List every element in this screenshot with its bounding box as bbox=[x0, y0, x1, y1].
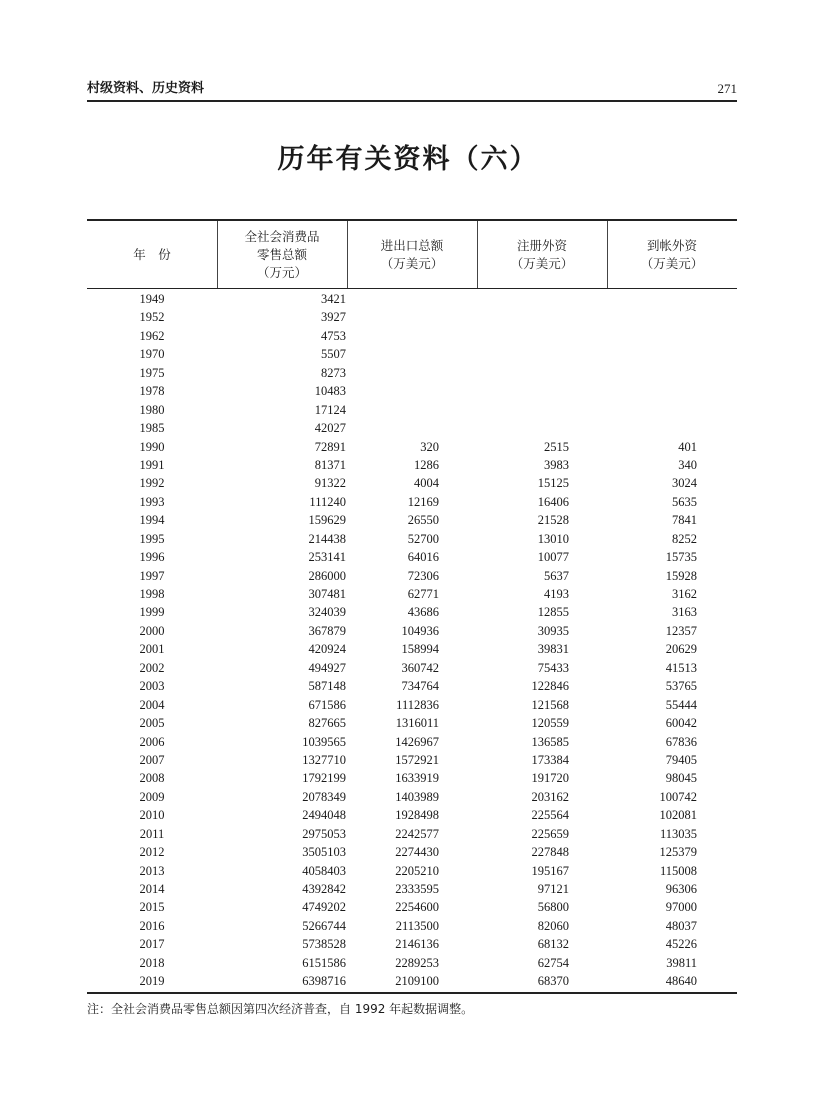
year-cell: 2009 bbox=[139, 789, 165, 804]
retail-sales-cell: 10483 bbox=[314, 384, 346, 399]
actual-fdi-cell: 15735 bbox=[665, 550, 697, 565]
trade-total-cell: 2205210 bbox=[395, 863, 439, 878]
actual-fdi-cell: 15928 bbox=[665, 568, 697, 583]
year-cell: 2001 bbox=[139, 642, 165, 657]
table-row bbox=[87, 733, 737, 751]
trade-total-cell: 2333595 bbox=[395, 882, 439, 896]
year-cell: 2014 bbox=[139, 882, 165, 896]
header-rule bbox=[87, 100, 737, 102]
registered-fdi-cell: 75433 bbox=[537, 660, 569, 675]
table-row bbox=[87, 419, 737, 437]
retail-sales-cell: 3505103 bbox=[302, 845, 346, 860]
year-cell: 1998 bbox=[139, 587, 165, 601]
trade-total-cell: 320 bbox=[420, 439, 439, 454]
table-row bbox=[87, 548, 737, 566]
trade-total-cell: 2109100 bbox=[395, 974, 439, 989]
table-row bbox=[87, 603, 737, 621]
retail-sales-cell: 111240 bbox=[309, 494, 346, 509]
table-row bbox=[87, 622, 737, 640]
year-cell: 2002 bbox=[139, 660, 165, 675]
actual-fdi-cell: 48640 bbox=[665, 974, 697, 989]
retail-sales-cell: 5738528 bbox=[302, 937, 346, 952]
actual-fdi-cell: 7841 bbox=[672, 513, 697, 528]
actual-fdi-cell: 125379 bbox=[659, 845, 697, 860]
table-row bbox=[87, 438, 737, 456]
retail-sales-cell: 4058403 bbox=[302, 863, 346, 878]
table-row bbox=[87, 972, 737, 990]
table-row bbox=[87, 474, 737, 492]
table-row bbox=[87, 290, 737, 308]
table-row bbox=[87, 714, 737, 732]
actual-fdi-cell: 401 bbox=[678, 439, 697, 454]
table-row bbox=[87, 825, 737, 843]
registered-fdi-cell: 195167 bbox=[531, 863, 569, 878]
trade-total-cell: 1633919 bbox=[395, 771, 439, 786]
trade-total-cell: 2242577 bbox=[395, 826, 439, 841]
year-cell: 1990 bbox=[139, 439, 165, 454]
table-row bbox=[87, 493, 737, 511]
retail-sales-cell: 4392842 bbox=[302, 882, 346, 896]
actual-fdi-cell: 20629 bbox=[665, 642, 697, 657]
actual-fdi-cell: 3024 bbox=[672, 476, 697, 491]
running-head bbox=[87, 80, 737, 100]
registered-fdi-cell: 120559 bbox=[531, 716, 569, 731]
actual-fdi-cell: 98045 bbox=[665, 771, 697, 786]
trade-total-cell: 43686 bbox=[407, 605, 439, 620]
registered-fdi-cell: 122846 bbox=[531, 679, 569, 694]
table-row bbox=[87, 364, 737, 382]
table-row bbox=[87, 898, 737, 916]
registered-fdi-cell: 5637 bbox=[544, 568, 569, 583]
trade-total-cell: 2113500 bbox=[395, 918, 439, 933]
registered-fdi-cell: 16406 bbox=[537, 494, 569, 509]
table-row bbox=[87, 345, 737, 363]
year-cell: 1991 bbox=[139, 457, 165, 472]
table-row bbox=[87, 456, 737, 474]
registered-fdi-cell: 173384 bbox=[531, 752, 569, 767]
table-row bbox=[87, 585, 737, 603]
trade-total-cell: 2274430 bbox=[395, 845, 439, 860]
header-registered-fdi-label: 注册外资 （万美元） bbox=[510, 237, 574, 271]
registered-fdi-cell: 225659 bbox=[531, 826, 569, 841]
retail-sales-cell: 286000 bbox=[308, 568, 346, 583]
actual-fdi-cell: 79405 bbox=[665, 752, 697, 767]
retail-sales-cell: 8273 bbox=[321, 365, 346, 380]
retail-sales-cell: 4749202 bbox=[302, 900, 346, 915]
actual-fdi-cell: 3162 bbox=[672, 587, 697, 601]
retail-sales-cell: 17124 bbox=[314, 402, 346, 417]
trade-total-cell: 52700 bbox=[407, 531, 439, 546]
year-cell: 1985 bbox=[139, 421, 165, 436]
table-row bbox=[87, 696, 737, 714]
year-cell: 1978 bbox=[139, 384, 165, 399]
trade-total-cell: 2254600 bbox=[395, 900, 439, 915]
retail-sales-cell: 2078349 bbox=[302, 789, 346, 804]
registered-fdi-cell: 12855 bbox=[537, 605, 569, 620]
year-cell: 1999 bbox=[139, 605, 165, 620]
retail-sales-cell: 3927 bbox=[321, 310, 346, 325]
actual-fdi-cell: 55444 bbox=[665, 697, 697, 712]
year-cell: 2019 bbox=[139, 974, 165, 989]
retail-sales-cell: 1327710 bbox=[302, 752, 346, 767]
year-cell: 2008 bbox=[139, 771, 165, 786]
year-cell: 1975 bbox=[139, 365, 165, 380]
retail-sales-cell: 159629 bbox=[308, 513, 346, 528]
trade-total-cell: 1403989 bbox=[395, 789, 439, 804]
year-cell: 1994 bbox=[139, 513, 165, 528]
header-retail-sales-label: 全社会消费品 零售总额 （万元） bbox=[244, 228, 320, 280]
table-row bbox=[87, 843, 737, 861]
header-year bbox=[87, 221, 217, 288]
registered-fdi-cell: 227848 bbox=[531, 845, 569, 860]
actual-fdi-cell: 100742 bbox=[659, 789, 697, 804]
year-cell: 1962 bbox=[139, 328, 165, 343]
retail-sales-cell: 6151586 bbox=[302, 955, 346, 970]
header-actual-fdi bbox=[607, 221, 737, 288]
retail-sales-cell: 214438 bbox=[308, 531, 346, 546]
year-cell: 1995 bbox=[139, 531, 165, 546]
registered-fdi-cell: 136585 bbox=[531, 734, 569, 749]
trade-total-cell: 2289253 bbox=[395, 955, 439, 970]
header-actual-fdi-label: 到帐外资 （万美元） bbox=[640, 237, 704, 271]
footnote: 注：全社会消费品零售总额因第四次经济普查，自 1992 年起数据调整。 bbox=[87, 1002, 474, 1016]
trade-total-cell: 62771 bbox=[407, 587, 439, 601]
year-cell: 2005 bbox=[139, 716, 165, 731]
trade-total-cell: 64016 bbox=[407, 550, 439, 565]
year-cell: 2012 bbox=[139, 845, 165, 860]
table-row bbox=[87, 308, 737, 326]
trade-total-cell: 360742 bbox=[401, 660, 439, 675]
registered-fdi-cell: 39831 bbox=[537, 642, 569, 657]
retail-sales-cell: 4753 bbox=[321, 328, 346, 343]
retail-sales-cell: 2494048 bbox=[302, 808, 346, 823]
actual-fdi-cell: 39811 bbox=[666, 955, 697, 970]
retail-sales-cell: 42027 bbox=[314, 421, 346, 436]
year-cell: 1992 bbox=[139, 476, 165, 491]
table-row bbox=[87, 677, 737, 695]
trade-total-cell: 2146136 bbox=[395, 937, 439, 952]
header-trade-total bbox=[347, 221, 477, 288]
registered-fdi-cell: 56800 bbox=[537, 900, 569, 915]
registered-fdi-cell: 97121 bbox=[537, 882, 569, 896]
header-year-label: 年 份 bbox=[133, 246, 171, 262]
table-row bbox=[87, 935, 737, 953]
retail-sales-cell: 307481 bbox=[308, 587, 346, 601]
registered-fdi-cell: 30935 bbox=[537, 623, 569, 638]
year-cell: 2003 bbox=[139, 679, 165, 694]
retail-sales-cell: 72891 bbox=[314, 439, 346, 454]
actual-fdi-cell: 41513 bbox=[665, 660, 697, 675]
registered-fdi-cell: 68370 bbox=[537, 974, 569, 989]
year-cell: 1980 bbox=[139, 402, 165, 417]
retail-sales-cell: 81371 bbox=[314, 457, 346, 472]
year-cell: 2010 bbox=[139, 808, 165, 823]
table-row bbox=[87, 862, 737, 880]
trade-total-cell: 1426967 bbox=[395, 734, 439, 749]
retail-sales-cell: 671586 bbox=[308, 697, 346, 712]
registered-fdi-cell: 62754 bbox=[537, 955, 569, 970]
retail-sales-cell: 3421 bbox=[321, 292, 346, 306]
table-row bbox=[87, 880, 737, 898]
year-cell: 1952 bbox=[139, 310, 165, 325]
table-row bbox=[87, 954, 737, 972]
year-cell: 2017 bbox=[139, 937, 165, 952]
actual-fdi-cell: 5635 bbox=[672, 494, 697, 509]
year-cell: 1993 bbox=[139, 494, 165, 509]
year-cell: 2007 bbox=[139, 752, 165, 767]
table-row bbox=[87, 751, 737, 769]
actual-fdi-cell: 12357 bbox=[665, 623, 697, 638]
retail-sales-cell: 6398716 bbox=[302, 974, 346, 989]
actual-fdi-cell: 97000 bbox=[665, 900, 697, 915]
year-cell: 1997 bbox=[139, 568, 165, 583]
header-bottom-rule bbox=[87, 288, 737, 289]
registered-fdi-cell: 121568 bbox=[531, 697, 569, 712]
year-cell: 1949 bbox=[139, 292, 165, 306]
registered-fdi-cell: 10077 bbox=[537, 550, 569, 565]
header-trade-total-label: 进出口总额 （万美元） bbox=[380, 237, 444, 271]
year-cell: 2000 bbox=[139, 623, 165, 638]
registered-fdi-cell: 13010 bbox=[537, 531, 569, 546]
year-cell: 2004 bbox=[139, 697, 165, 712]
header-retail-sales bbox=[217, 221, 347, 288]
trade-total-cell: 1928498 bbox=[395, 808, 439, 823]
trade-total-cell: 1286 bbox=[414, 457, 439, 472]
table-row bbox=[87, 659, 737, 677]
actual-fdi-cell: 3163 bbox=[672, 605, 697, 620]
retail-sales-cell: 324039 bbox=[308, 605, 346, 620]
trade-total-cell: 12169 bbox=[407, 494, 439, 509]
year-cell: 2011 bbox=[139, 826, 165, 841]
year-cell: 2018 bbox=[139, 955, 165, 970]
registered-fdi-cell: 15125 bbox=[537, 476, 569, 491]
actual-fdi-cell: 115008 bbox=[659, 863, 697, 878]
year-cell: 1970 bbox=[139, 347, 165, 362]
table-row bbox=[87, 788, 737, 806]
registered-fdi-cell: 68132 bbox=[537, 937, 569, 952]
section-name: 村级资料、历史资料 bbox=[87, 81, 205, 96]
year-cell: 2013 bbox=[139, 863, 165, 878]
registered-fdi-cell: 21528 bbox=[537, 513, 569, 528]
actual-fdi-cell: 102081 bbox=[659, 808, 697, 823]
registered-fdi-cell: 203162 bbox=[531, 789, 569, 804]
trade-total-cell: 158994 bbox=[401, 642, 439, 657]
retail-sales-cell: 5266744 bbox=[302, 918, 346, 933]
table-row bbox=[87, 327, 737, 345]
trade-total-cell: 72306 bbox=[407, 568, 439, 583]
trade-total-cell: 1112836 bbox=[396, 697, 439, 712]
actual-fdi-cell: 113035 bbox=[659, 826, 697, 841]
page-title: 历年有关资料（六） bbox=[277, 144, 539, 175]
trade-total-cell: 1572921 bbox=[395, 752, 439, 767]
trade-total-cell: 4004 bbox=[414, 476, 439, 491]
table-header-row bbox=[87, 221, 737, 288]
retail-sales-cell: 5507 bbox=[321, 347, 346, 362]
registered-fdi-cell: 2515 bbox=[544, 439, 569, 454]
year-cell: 2016 bbox=[139, 918, 165, 933]
retail-sales-cell: 587148 bbox=[308, 679, 346, 694]
retail-sales-cell: 91322 bbox=[314, 476, 346, 491]
table-row bbox=[87, 806, 737, 824]
table-row bbox=[87, 530, 737, 548]
table-row bbox=[87, 769, 737, 787]
actual-fdi-cell: 67836 bbox=[665, 734, 697, 749]
retail-sales-cell: 367879 bbox=[308, 623, 346, 638]
table-body bbox=[87, 290, 737, 991]
retail-sales-cell: 2975053 bbox=[302, 826, 346, 841]
table-bottom-rule bbox=[87, 992, 737, 994]
year-cell: 2006 bbox=[139, 734, 165, 749]
table-row bbox=[87, 640, 737, 658]
table-row bbox=[87, 917, 737, 935]
retail-sales-cell: 827665 bbox=[308, 716, 346, 731]
retail-sales-cell: 420924 bbox=[308, 642, 346, 657]
year-cell: 2015 bbox=[139, 900, 165, 915]
registered-fdi-cell: 3983 bbox=[544, 457, 569, 472]
year-cell: 1996 bbox=[139, 550, 165, 565]
registered-fdi-cell: 191720 bbox=[531, 771, 569, 786]
actual-fdi-cell: 53765 bbox=[665, 679, 697, 694]
registered-fdi-cell: 225564 bbox=[531, 808, 569, 823]
table-row bbox=[87, 567, 737, 585]
actual-fdi-cell: 8252 bbox=[672, 531, 697, 546]
actual-fdi-cell: 96306 bbox=[665, 882, 697, 896]
trade-total-cell: 734764 bbox=[401, 679, 439, 694]
trade-total-cell: 26550 bbox=[407, 513, 439, 528]
retail-sales-cell: 1792199 bbox=[302, 771, 346, 786]
actual-fdi-cell: 60042 bbox=[665, 716, 697, 731]
retail-sales-cell: 253141 bbox=[308, 550, 346, 565]
registered-fdi-cell: 4193 bbox=[544, 587, 569, 601]
table-row bbox=[87, 382, 737, 400]
retail-sales-cell: 494927 bbox=[308, 660, 346, 675]
trade-total-cell: 1316011 bbox=[395, 716, 439, 731]
header-registered-fdi bbox=[477, 221, 607, 288]
trade-total-cell: 104936 bbox=[401, 623, 439, 638]
table-row bbox=[87, 401, 737, 419]
page-number: 271 bbox=[717, 81, 737, 96]
actual-fdi-cell: 340 bbox=[678, 457, 697, 472]
actual-fdi-cell: 48037 bbox=[665, 918, 697, 933]
table-row bbox=[87, 511, 737, 529]
retail-sales-cell: 1039565 bbox=[302, 734, 346, 749]
registered-fdi-cell: 82060 bbox=[537, 918, 569, 933]
actual-fdi-cell: 45226 bbox=[665, 937, 697, 952]
